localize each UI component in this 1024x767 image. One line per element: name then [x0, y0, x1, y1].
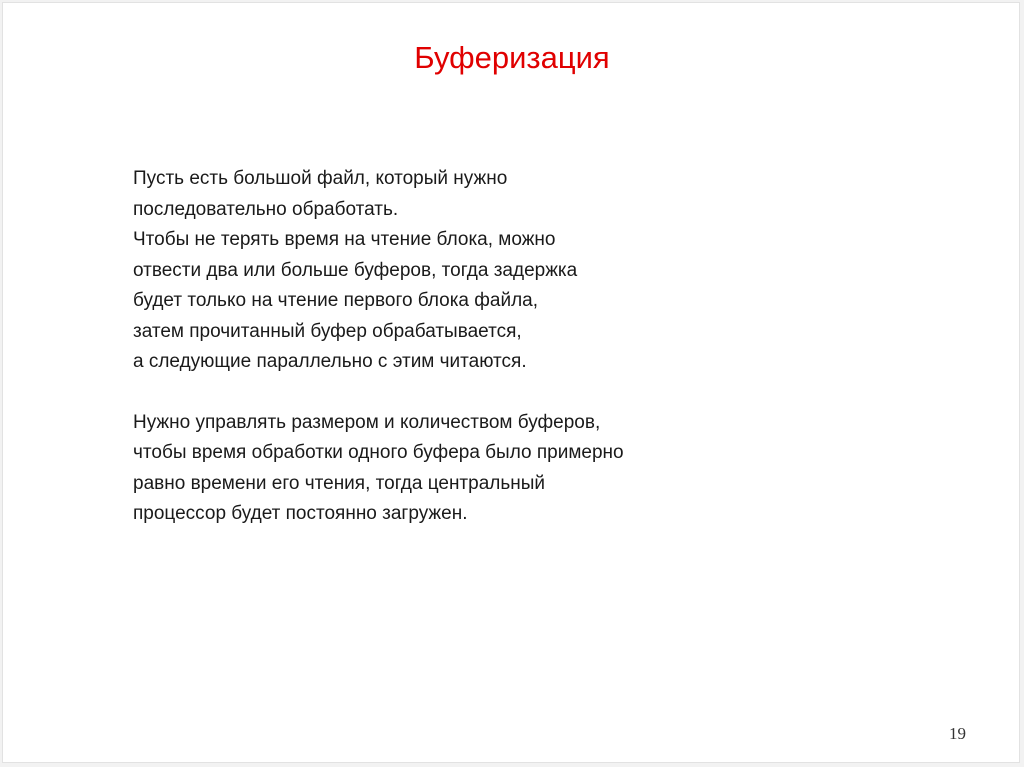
text-line: затем прочитанный буфер обрабатывается,: [133, 320, 522, 342]
text-line: Нужно управлять размером и количеством буферов,: [133, 411, 601, 433]
text-line: последовательно обработать.: [133, 198, 399, 220]
paragraph-2: [133, 408, 853, 530]
text-line: Пусть есть большой файл, который нужно: [133, 168, 508, 189]
text-line: Чтобы не терять время на чтение блока, можно: [133, 229, 556, 250]
slide-body: [133, 164, 853, 530]
text-line: равно времени его чтения, тогда центральный: [133, 472, 546, 494]
text-line: а следующие параллельно с этим читаются.: [133, 351, 527, 372]
page-number: 19: [949, 724, 966, 743]
text-line: отвести два или больше буферов, тогда задержка: [133, 259, 578, 281]
paragraph-1: [133, 164, 853, 378]
text-line: чтобы время обработки одного буфера было примерно: [133, 442, 624, 463]
slide-title: Буферизация: [414, 40, 610, 75]
text-line: процессор будет постоянно загружен.: [133, 503, 468, 524]
text-line: будет только на чтение первого блока файла,: [133, 290, 539, 311]
